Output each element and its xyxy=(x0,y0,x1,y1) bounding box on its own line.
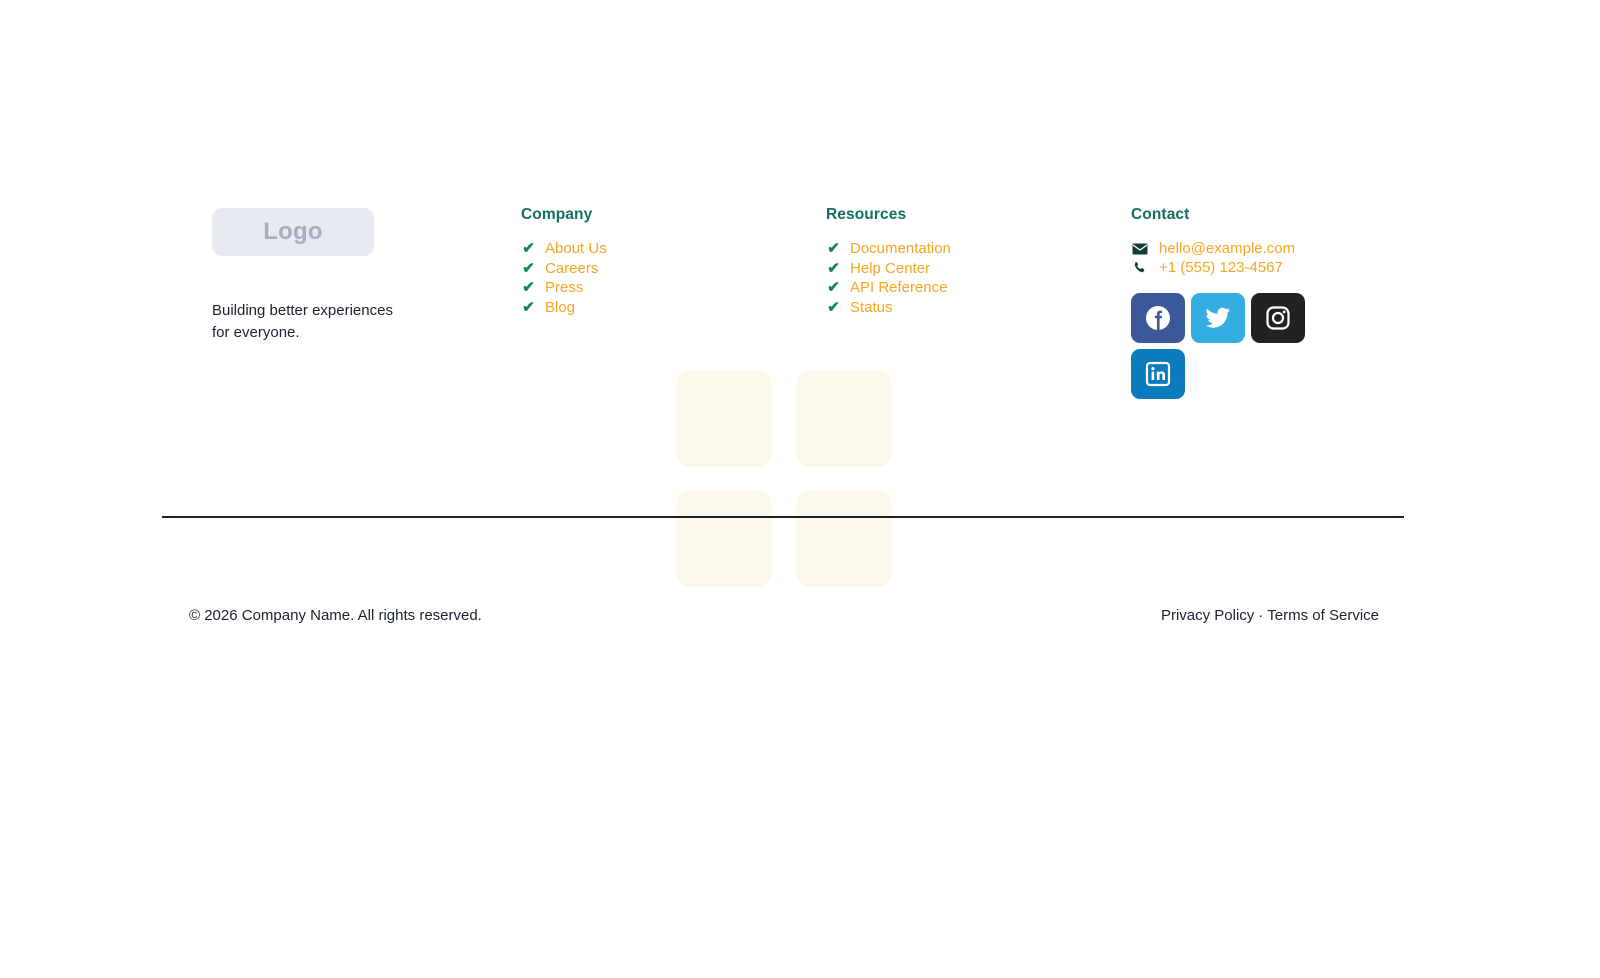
link-phone[interactable]: +1 (555) 123-4567 xyxy=(1159,259,1283,276)
link-blog[interactable]: Blog xyxy=(545,298,576,316)
twitter-icon[interactable] xyxy=(1191,293,1245,343)
link-email[interactable]: hello@example.com xyxy=(1159,240,1296,257)
check-icon: ✔ xyxy=(522,240,535,257)
check-icon: ✔ xyxy=(827,240,840,257)
link-status[interactable]: Status xyxy=(850,298,893,316)
copyright-text: © 2026 Company Name. All rights reserved. xyxy=(189,607,482,624)
brand-tagline: Building better experiences for everyone. xyxy=(212,302,393,341)
facebook-icon[interactable] xyxy=(1131,293,1185,343)
legal-separator: · xyxy=(1258,607,1264,624)
brand-column xyxy=(212,208,472,344)
list-item[interactable] xyxy=(521,241,607,256)
phone-icon xyxy=(1131,261,1148,275)
column-title-company: Company xyxy=(521,206,593,223)
list-item[interactable] xyxy=(521,280,607,295)
check-icon: ✔ xyxy=(827,298,840,316)
linkedin-icon[interactable] xyxy=(1131,349,1185,399)
contact-email-row[interactable] xyxy=(1131,241,1331,256)
footer-divider xyxy=(162,516,1404,518)
instagram-icon[interactable] xyxy=(1251,293,1305,343)
link-terms-of-service[interactable]: Terms of Service xyxy=(1267,607,1379,624)
check-icon: ✔ xyxy=(827,259,840,277)
link-careers[interactable]: Careers xyxy=(545,259,599,277)
link-press[interactable]: Press xyxy=(545,279,584,296)
envelope-icon xyxy=(1131,242,1148,256)
decorative-square xyxy=(676,371,772,467)
footer-column-company xyxy=(521,206,607,319)
social-links xyxy=(1131,293,1331,399)
list-item[interactable] xyxy=(826,241,951,256)
list-item[interactable] xyxy=(826,300,951,315)
list-item[interactable] xyxy=(826,280,951,295)
link-api-reference[interactable]: API Reference xyxy=(850,279,948,296)
logo[interactable] xyxy=(212,208,374,256)
link-privacy-policy[interactable]: Privacy Policy xyxy=(1160,607,1255,624)
logo-label: Logo xyxy=(263,218,323,245)
decorative-square xyxy=(796,371,892,467)
link-about-us[interactable]: About Us xyxy=(545,240,607,257)
legal-links xyxy=(1161,607,1379,624)
check-icon: ✔ xyxy=(522,259,535,277)
link-documentation[interactable]: Documentation xyxy=(850,240,951,257)
decorative-square xyxy=(796,491,892,587)
link-help-center[interactable]: Help Center xyxy=(850,259,931,277)
list-item[interactable] xyxy=(521,300,607,315)
column-title-resources: Resources xyxy=(826,206,907,223)
decorative-square xyxy=(676,491,772,587)
column-title-contact: Contact xyxy=(1131,206,1190,223)
list-item[interactable] xyxy=(826,261,951,276)
check-icon: ✔ xyxy=(827,279,840,296)
list-item[interactable] xyxy=(521,261,607,276)
contact-phone-row[interactable] xyxy=(1131,260,1331,275)
footer-column-contact xyxy=(1131,206,1331,399)
check-icon: ✔ xyxy=(522,279,535,296)
footer-column-resources xyxy=(826,206,951,319)
check-icon: ✔ xyxy=(522,298,535,316)
